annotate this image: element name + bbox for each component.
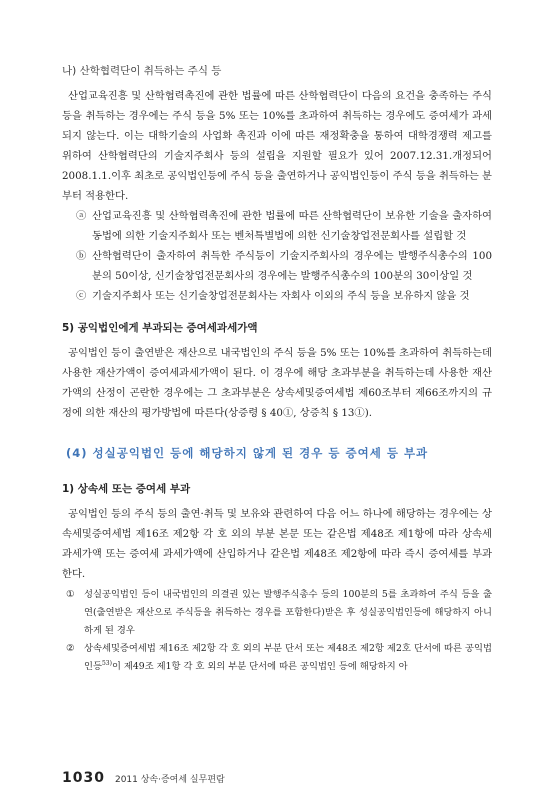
list-item — [66, 586, 492, 640]
condition-text: 산학협력단이 출자하여 취득한 주식등이 기술지주회사의 경우에는 발행주식총수의 100분의 50이상, 신기술창업전문회사의 경우에는 발행주식총수의 100분의 30이상일 것 — [92, 250, 492, 282]
condition-item — [76, 246, 492, 286]
condition-mark: ⓐ — [76, 210, 87, 222]
condition-text: 산업교육진흥 및 산학협력촉진에 관한 법률에 따른 산학협력단이 보유한 기술을 출자하여 동법에 의한 기술지주회사 또는 벤처특별법에 의한 신기술창업전문회사를 설립할 것 — [92, 210, 492, 242]
item-text — [84, 640, 492, 676]
item-text: 성실공익법인 등이 내국법인의 의결권 있는 발행주식총수 등의 100분의 5를 초과하여 주식 등을 출연(출연받은 재산으로 주식등을 취득하는 경우를 포함한다)받은 후 성실공익법인등에 해당하지 아니하게 된 경우 — [84, 589, 492, 636]
items-list — [62, 586, 492, 676]
paragraph-2: 공익법인 등이 출연받은 재산으로 내국법인의 주식 등을 5% 또는 10%를 초과하여 취득하는데 사용한 재산가액이 증여세과세가액이 된다. 이 경우에 해당 초과부분을 취득하는데 사용한 재산가액의 산정이 곤란한 경우에는 그 초과부분은 상속세및증여세법 제60조부터 제66조까지의 규정에 의한 재산의 평가방법에 따른다(상증령 § 40①, 상증칙 § 13①). — [62, 347, 492, 419]
section-4-heading: (4) 성실공익법인 등에 해당하지 않게 된 경우 등 증여세 등 부과 — [66, 446, 429, 460]
paragraph-1: 산업교육진흥 및 산학협력촉진에 관한 법률에 따른 산학협력단이 다음의 요건을 충족하는 주식 등을 취득하는 경우에는 주식 등을 5% 또는 10%를 초과하여 취득하는 경우에도 증여세가 과세되지 않는다. 이는 대학기술의 사업화 촉진과 이에 따른 재정확충을 통하여 대학경쟁력 제고를 위하여 산학협력단의 기술지주회사 등의 설립을 지원할 필요가 있어 2007.12.31.개정되어 2008.1.1.이후 최초로 공익법인등에 주식 등을 출연하거나 공익법인등이 주식 등을 취득하는 분부터 적용한다. — [62, 90, 492, 202]
condition-item — [76, 206, 492, 246]
page-number: 1030 — [62, 770, 105, 786]
condition-text: 기술지주회사 또는 신기술창업전문회사는 자회사 이외의 주식 등을 보유하지 않을 것 — [92, 290, 470, 302]
condition-mark: ⓒ — [76, 290, 87, 302]
item-text-before: 상속세및증여세법 제16조 제2항 각 호 외의 부분 단서 또는 제48조 제2항 제2호 단서에 따른 공익법인등 — [84, 643, 492, 672]
footnote-ref: 53) — [101, 659, 112, 667]
book-title: 2011 상속·증여세 실무편람 — [114, 775, 225, 785]
paragraph-3: 공익법인 등의 주식 등의 출연·취득 및 보유와 관련하여 다음 어느 하나에 해당하는 경우에는 상속세및증여세법 제16조 제2항 각 호 외의 부분 본문 또는 같은법 제48조 제1항에 따라 상속세 과세가액 또는 증여세 과세가액에 산입하거나 같은법 제48조 제2항에 따라 즉시 증여세를 부과한다. — [62, 508, 492, 580]
page-footer — [62, 770, 225, 786]
condition-mark: ⓑ — [76, 250, 87, 262]
subsection-title: 나) 산학협력단이 취득하는 주식 등 — [62, 65, 222, 77]
section-5-heading: 5) 공익법인에게 부과되는 증여세과세가액 — [62, 322, 258, 334]
item-text-after: 이 제49조 제1항 각 호 외의 부분 단서에 따른 공익법인 등에 해당하지 아 — [111, 661, 408, 672]
conditions-list — [62, 206, 492, 306]
page-body — [62, 63, 492, 676]
list-item — [66, 640, 492, 676]
item-mark: ② — [66, 643, 75, 654]
item-mark: ① — [66, 589, 75, 600]
condition-item — [76, 286, 492, 306]
section-1-heading: 1) 상속세 또는 증여세 부과 — [62, 483, 191, 495]
